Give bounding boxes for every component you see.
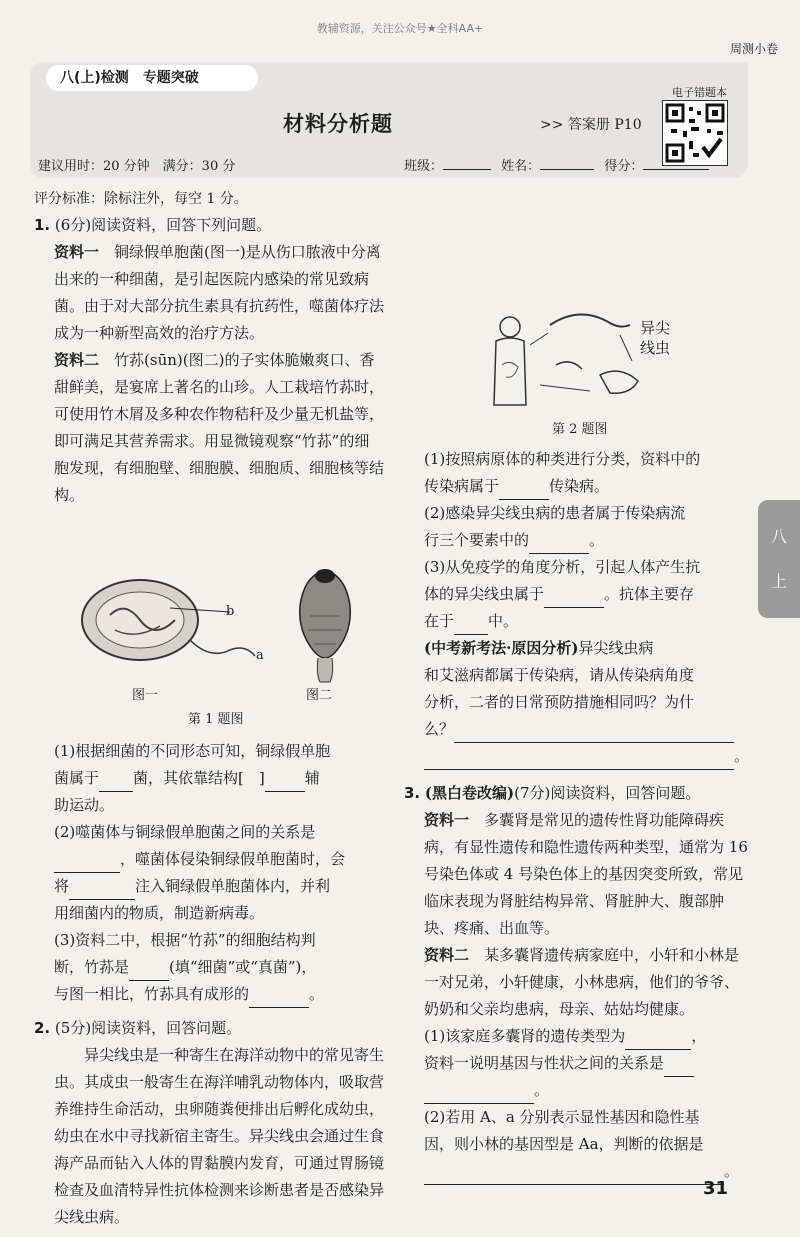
q1-material2-label: 资料二 (54, 351, 100, 369)
q3-tag: (黑白卷改编) (424, 784, 515, 802)
q1-s1-blank1[interactable] (99, 773, 133, 792)
q1-figure (80, 560, 380, 710)
q3-intro: (7分)阅读资料，回答问题。 (514, 784, 701, 802)
class-label: 班级： (404, 159, 444, 174)
q1-s2-line4: 用细菌内的物质，制造新病毒。 (54, 904, 265, 922)
fig-label-a: a (256, 648, 264, 663)
question-2 (34, 1015, 385, 1226)
q2-text-part1 (34, 1042, 385, 1226)
side-tab-line1: 八 (770, 527, 787, 546)
score-label: 得分： (604, 159, 644, 174)
q1-figure-caption: 第 1 题图 (188, 712, 244, 727)
q3-s2-line2: 因，则小林的基因型是 Aa，判断的依据是 (424, 1135, 704, 1153)
q2-s3-text4: 中。 (488, 612, 519, 630)
q3-s1-blank1[interactable] (625, 1031, 691, 1050)
q3-material1-label: 资料一 (424, 811, 470, 829)
q2-intro: (5分)阅读资料，回答问题。 (54, 1019, 242, 1037)
q1-s2-text: ，噬菌体侵染铜绿假单胞菌时，会 (120, 850, 346, 868)
q2-s4-blank2[interactable] (424, 751, 734, 770)
q2-s4-line2: 和艾滋病都属于传染病，请从传染病角度 (424, 666, 695, 684)
q3-s1-text2: ， (691, 1027, 707, 1045)
name-label: 姓名： (501, 159, 541, 174)
q2-s2-text2: 。 (589, 531, 605, 549)
fig-label-b: b (226, 604, 235, 619)
q1-s1-line1: (1)根据细菌的不同形态可知，铜绿假单胞 (54, 742, 331, 760)
q2-s1-text: 传染病属于 (424, 477, 500, 495)
q3-s1-blank2[interactable] (664, 1058, 694, 1077)
q1-s3-line1: (3)资料二中，根据“竹荪”的细胞结构判 (54, 931, 316, 949)
q1-s2-blank2[interactable] (69, 881, 135, 900)
question-3 (404, 780, 750, 1185)
time-score-info: 建议用时：20 分钟 满分：30 分 (38, 159, 236, 174)
q2-s4-text: 异尖线虫病 (578, 639, 654, 657)
q3-material2-text: 某多囊肾遗传病家庭中，小轩和小林是一对兄弟，小轩健康，小林患病，他们的爷爷、奶奶和父亲均患病，母亲、姑姑均健康。 (424, 946, 740, 1018)
q1-material1-text: 铜绿假单胞菌(图一)是从伤口脓液中分离出来的一种细菌，是引起医院内感染的常见致病菌。由于对大部分抗生素具有抗药性，噬菌体疗法成为一种新型高效的治疗方法。 (54, 243, 385, 342)
q1-subquestions (54, 738, 384, 1008)
q2-subquestions (424, 446, 750, 770)
q1-material2-text: 竹荪(sūn)(图二)的子实体脆嫩爽口、香甜鲜美，是宴席上著名的山珍。人工栽培竹荪时，可使用竹木屑及多种农作物秸秆及少量无机盐等，即可满足其营养需求。用显微镜观察“竹荪”的细胞发现，有细胞壁、细胞膜、细胞质、细胞核等结构。 (54, 351, 385, 504)
q2-fig-label: 异尖线虫 (640, 319, 671, 357)
page-title: 材料分析题 (283, 112, 393, 136)
q1-number: 1. (34, 216, 51, 234)
q1-s3-text3: 与图一相比，竹荪具有成形的 (54, 985, 250, 1003)
q1-s1-text: 菌属于 (54, 769, 100, 787)
q2-s3-blank1[interactable] (544, 589, 604, 608)
q1-material1-label: 资料一 (54, 243, 100, 261)
name-field[interactable] (540, 155, 594, 170)
series-label: 周测小卷 (729, 42, 778, 56)
q1-s3-text2: (填“细菌”或“真菌”)， (169, 958, 317, 976)
q3-material2-label: 资料二 (424, 946, 470, 964)
q1-s2-text3: 注入铜绿假单胞菌体内，并利 (135, 877, 331, 895)
q2-s2-line1: (2)感染异尖线虫病的患者属于传染病流 (424, 504, 686, 522)
q1-s3-blank1[interactable] (129, 962, 169, 981)
q1-intro: (6分)阅读资料，回答下列问题。 (54, 216, 272, 234)
fig1-caption: 图一 (132, 688, 159, 703)
top-watermark: 教辅资源，关注公众号★全科AA+ (316, 22, 484, 35)
q1-s3-text4: 。 (309, 985, 325, 1003)
q3-number: 3. (404, 784, 421, 802)
grade-side-tab[interactable] (758, 500, 800, 618)
q2-s3-text: 体的异尖线虫属于 (424, 585, 545, 603)
q3-material1-text: 多囊肾是常见的遗传性肾功能障碍疾病，有显性遗传和隐性遗传两种类型，通常为 16 号染色体或 4 号染色体上的基因突变所致，常见临床表现为肾脏结构异常、肾脏肿大、腹部肿块、疼痛、出血等。 (424, 811, 748, 937)
q2-s4-line3: 分析，二者的日常预防措施相同吗？为什 (424, 693, 695, 711)
q1-s3-text: 断，竹荪是 (54, 958, 130, 976)
q2-s3-blank2[interactable] (454, 616, 488, 635)
q2-s1-line1: (1)按照病原体的种类进行分类，资料中的 (424, 450, 701, 468)
q2-s2-blank[interactable] (529, 535, 589, 554)
q3-s1-text: (1)该家庭多囊肾的遗传类型为 (424, 1027, 626, 1045)
qr-label: 电子错题本 (672, 86, 727, 99)
q1-s3-blank2[interactable] (249, 989, 309, 1008)
q1-s1-text3: 辅 (304, 769, 320, 787)
question-1 (34, 212, 384, 509)
fig2-caption: 图二 (306, 688, 333, 703)
q2-figure-caption: 第 2 题图 (552, 422, 608, 437)
q2-s1-blank[interactable] (499, 481, 549, 500)
q1-s2-blank1[interactable] (54, 854, 120, 873)
scoring-standard: 评分标准：除标注外，每空 1 分。 (34, 191, 248, 207)
score-field[interactable] (643, 155, 709, 170)
bamboo-fungus-illustration (290, 566, 360, 686)
q3-s2-line1: (2)若用 A、a 分别表示显性基因和隐性基 (424, 1108, 700, 1126)
q3-s1-text3: 资料一说明基因与性状之间的关系是 (424, 1054, 665, 1072)
q2-s3-text2: 。抗体主要存 (604, 585, 695, 603)
q1-s2-line1: (2)噬菌体与铜绿假单胞菌之间的关系是 (54, 823, 316, 841)
answer-reference: >> 答案册 P10 (540, 117, 642, 133)
q1-s1-blank2[interactable] (265, 773, 305, 792)
student-info-row (404, 155, 709, 174)
q2-number: 2. (34, 1019, 51, 1037)
q2-s3-text3: 在于 (424, 612, 455, 630)
q3-s2-blank[interactable] (424, 1166, 724, 1185)
q2-s3-line1: (3)从免疫学的角度分析，引起人体产生抗 (424, 558, 701, 576)
q2-s4-end: 。 (734, 747, 750, 765)
section-tag: 八(上)检测 专题突破 (46, 65, 258, 91)
q2-s4-blank1[interactable] (454, 724, 734, 743)
q1-s1-text2: 菌，其依靠结构[ ] (133, 769, 265, 787)
q3-s1-end: 。 (534, 1081, 550, 1099)
page-number: 31 (702, 1178, 728, 1199)
q2-s4-tag: (中考新考法·原因分析) (424, 639, 579, 657)
q2-s2-text: 行三个要素中的 (424, 531, 530, 549)
class-field[interactable] (443, 155, 491, 170)
q3-s1-blank3[interactable] (424, 1085, 534, 1104)
q2-s1-text2: 传染病。 (549, 477, 610, 495)
q2-passage: 异尖线虫是一种寄生在海洋动物中的常见寄生虫。其成虫一般寄生在海洋哺乳动物体内，吸取营养维持生命活动，虫卵随粪便排出后孵化成幼虫，幼虫在水中寻找新宿主寄生。异尖线虫会通过生食海产品而钻入人体的胃黏膜内发育，可通过胃肠镜检查及血清特异性抗体检测来诊断患者是否感染异尖线虫病。 (54, 1046, 385, 1226)
q3-s2-end: 。 (724, 1162, 740, 1180)
q2-s4-text2: 么？ (424, 720, 455, 738)
q1-s2-text2: 将 (54, 877, 70, 895)
q1-s1-line3: 助运动。 (54, 796, 115, 814)
side-tab-line2: 上 (770, 572, 787, 591)
